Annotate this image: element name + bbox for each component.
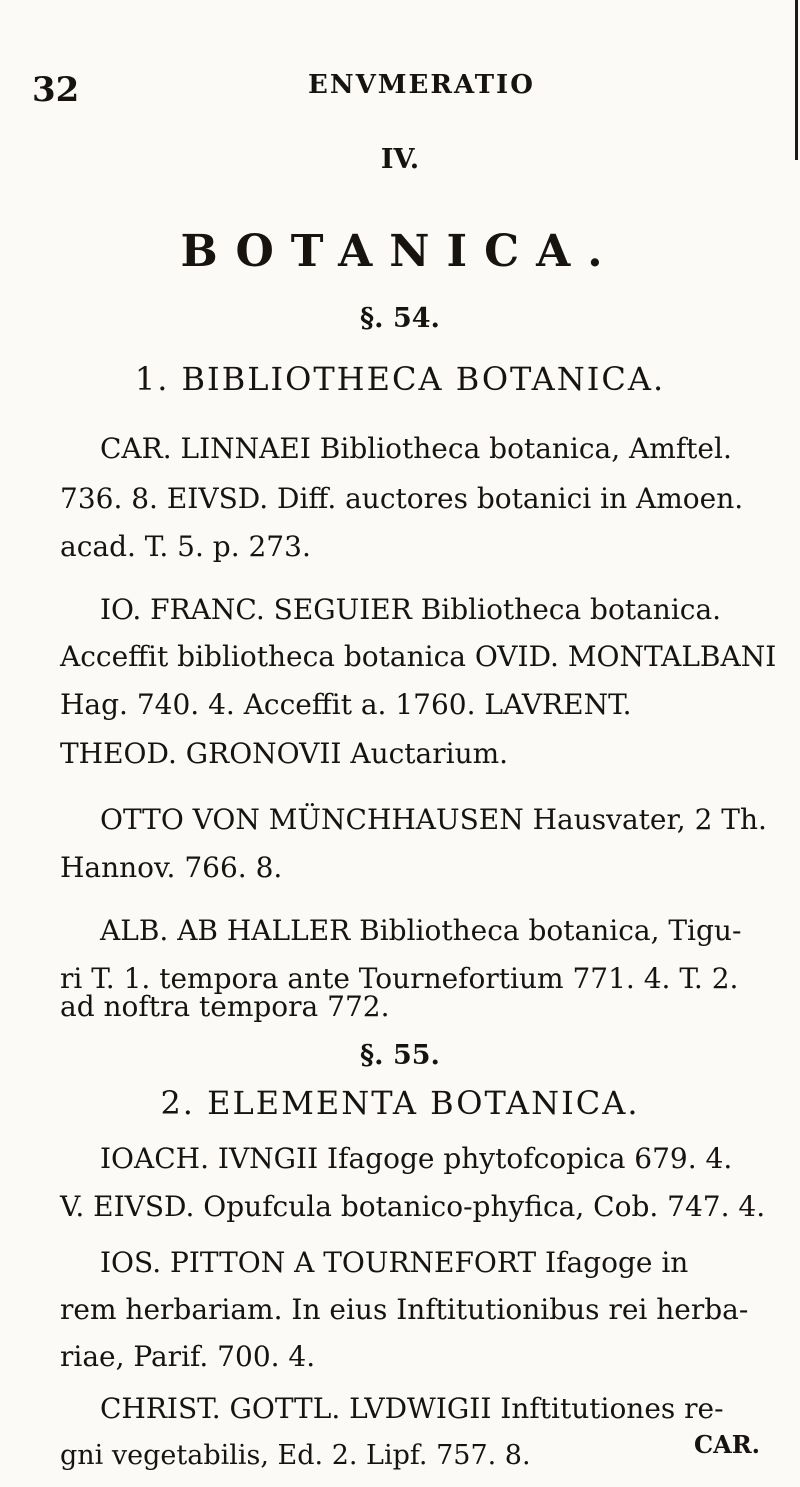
- entry-line: rem herbariam. In eius Inftitutionibus rei herba-: [60, 1293, 749, 1326]
- entry-line: IO. FRANC. SEGUIER Bibliotheca botanica.: [100, 593, 722, 626]
- heading-elementa-botanica: 2. ELEMENTA BOTANICA.: [160, 1084, 640, 1122]
- entry-line: gni vegetabilis, Ed. 2. Lipf. 757. 8.: [60, 1440, 531, 1471]
- entry-line: ad noftra tempora 772.: [60, 990, 390, 1023]
- entry-line: Hannov. 766. 8.: [60, 851, 283, 884]
- entry-line: IOACH. IVNGII Ifagoge phytofcopica 679. 4.: [100, 1142, 733, 1175]
- section-roman-numeral: IV.: [380, 144, 420, 175]
- page-edge-shadow: [795, 0, 798, 160]
- entry-line: OTTO VON MÜNCHHAUSEN Hausvater, 2 Th.: [100, 803, 767, 836]
- entry-line: V. EIVSD. Opufcula botanico-phyfica, Cob. 747. 4.: [60, 1190, 766, 1223]
- entry-line: THEOD. GRONOVII Auctarium.: [60, 737, 509, 770]
- entry-line: 736. 8. EIVSD. Diff. auctores botanici in Amoen.: [60, 482, 744, 515]
- page-number: 32: [32, 70, 80, 110]
- section-marker-54: §. 54.: [360, 303, 440, 334]
- entry-line: CAR. LINNAEI Bibliotheca botanica, Amftel.: [100, 432, 732, 465]
- section-title: BOTANICA.: [180, 226, 620, 277]
- entry-line: acad. T. 5. p. 273.: [60, 530, 311, 563]
- entry-line: ALB. AB HALLER Bibliotheca botanica, Tigu-: [100, 914, 742, 947]
- heading-bibliotheca-botanica: 1. BIBLIOTHECA BOTANICA.: [134, 360, 666, 398]
- entry-line: IOS. PITTON A TOURNEFORT Ifagoge in: [100, 1246, 689, 1279]
- entry-line: riae, Parif. 700. 4.: [60, 1340, 316, 1373]
- catchword: CAR.: [693, 1430, 760, 1459]
- section-marker-55: §. 55.: [360, 1040, 440, 1071]
- running-head: ENVMERATIO: [308, 70, 535, 100]
- entry-line: CHRIST. GOTTL. LVDWIGII Inftitutiones re-: [100, 1392, 724, 1425]
- entry-line: ri T. 1. tempora ante Tournefortium 771. 4. T. 2.: [60, 962, 739, 995]
- entry-line: Hag. 740. 4. Acceffit a. 1760. LAVRENT.: [60, 688, 632, 721]
- entry-line: Acceffit bibliotheca botanica OVID. MONTALBANI: [60, 640, 777, 673]
